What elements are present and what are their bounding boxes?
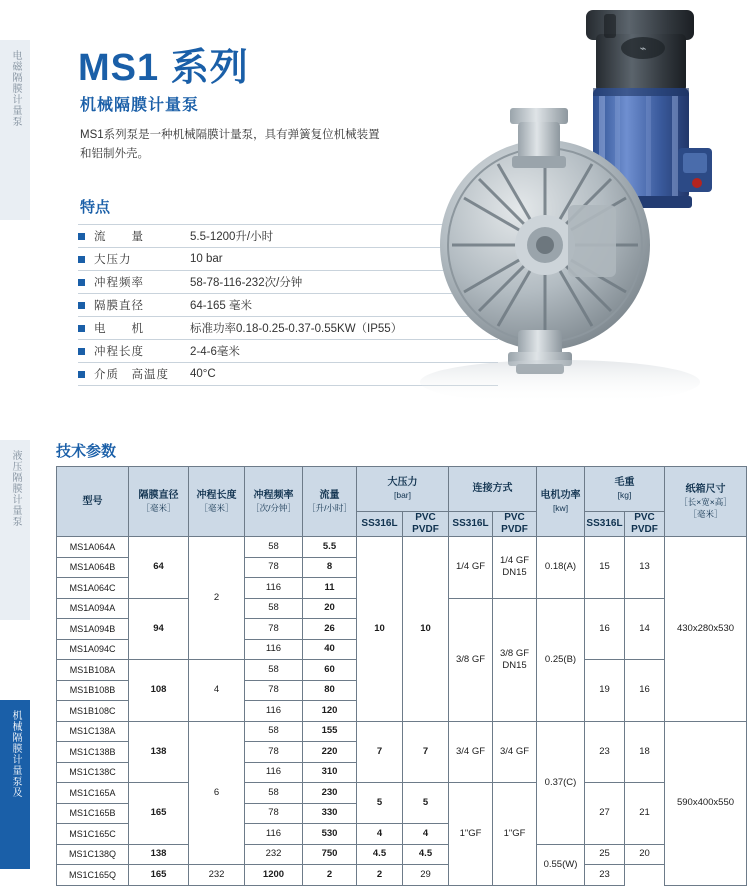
cell-diaphragm: 108 [129, 660, 189, 722]
cell-diaphragm: 138 [129, 844, 189, 865]
cell-weight-pvc: 21 [625, 783, 665, 845]
square-bullet-icon [78, 302, 85, 309]
feature-value: 5.5-1200升/小时 [190, 231, 274, 243]
product-description: MS1系列泵是一种机械隔膜计量泵，具有弹簧复位机械装置和铝制外壳。 [80, 129, 380, 160]
cell-flow: 26 [303, 619, 357, 640]
sidebar-item-electromagnetic[interactable] [0, 40, 30, 220]
feature-label: 隔膜直径 [94, 300, 144, 312]
cell-model: MS1C165A [57, 783, 129, 804]
cell-pressure-ss: 2 [303, 865, 357, 886]
cell-flow: 11 [303, 578, 357, 599]
cell-weight-ss: 23 [585, 721, 625, 783]
cell-model: MS1C165Q [57, 865, 129, 886]
cell-model: MS1C138Q [57, 844, 129, 865]
cell-weight-ss: 16 [585, 598, 625, 660]
cell-connection-pvc: 1/4 GF DN15 [493, 537, 537, 599]
th-weight-pvcpvdf: PVC PVDF [625, 512, 665, 537]
cell-connection-pvc: 3/8 GF DN15 [493, 598, 537, 721]
cell-pressure-pvc: 7 [403, 721, 449, 783]
cell-stroke-length: 6 [189, 721, 245, 865]
cell-weight-pvc: 16 [625, 660, 665, 722]
square-bullet-icon [78, 348, 85, 355]
cell-model: MS1A064B [57, 557, 129, 578]
cell-frequency: 78 [245, 619, 303, 640]
cell-model: MS1A064C [57, 578, 129, 599]
sidebar-item-mechanical[interactable] [0, 700, 30, 869]
feature-label: 介质 高温度 [94, 369, 169, 381]
cell-diaphragm: 138 [129, 721, 189, 783]
cell-frequency: 116 [245, 824, 303, 845]
sidebar-item-label: 电磁隔膜计量泵 [10, 50, 21, 127]
feature-label: 流 量 [94, 231, 144, 243]
page-subtitle: 机械隔膜计量泵 [80, 97, 200, 114]
cell-model: MS1C138A [57, 721, 129, 742]
th-carton-size: 纸箱尺寸 ［长×宽×高］ ［毫米］ [665, 467, 747, 537]
table-row [57, 844, 747, 865]
cell-model: MS1A094B [57, 619, 129, 640]
cell-weight-ss: 29 [403, 865, 449, 886]
cell-flow: 310 [303, 762, 357, 783]
square-bullet-icon [78, 279, 85, 286]
square-bullet-icon [78, 371, 85, 378]
cell-stroke-length: 2 [189, 537, 245, 660]
square-bullet-icon [78, 256, 85, 263]
cell-model: MS1C138B [57, 742, 129, 763]
cell-frequency: 116 [245, 701, 303, 722]
feature-value: 10 bar [190, 253, 223, 265]
cell-flow: 1200 [245, 865, 303, 886]
th-motor-power: 电机功率 [kw] [537, 467, 585, 537]
cell-frequency: 232 [189, 865, 245, 886]
cell-weight-pvc: 18 [625, 721, 665, 783]
cell-frequency: 58 [245, 537, 303, 558]
square-bullet-icon [78, 233, 85, 240]
cell-frequency: 78 [245, 742, 303, 763]
cell-frequency: 116 [245, 578, 303, 599]
feature-value: 64-165 毫米 [190, 300, 253, 312]
th-model: 型号 [57, 467, 129, 537]
cell-flow: 8 [303, 557, 357, 578]
feature-label: 大压力 [94, 254, 132, 266]
cell-frequency: 116 [245, 762, 303, 783]
table-row [57, 783, 747, 804]
table-row [57, 721, 747, 742]
cell-frequency: 58 [245, 721, 303, 742]
cell-weight-ss: 15 [585, 537, 625, 599]
cell-frequency: 116 [245, 639, 303, 660]
table-row [57, 865, 747, 886]
svg-text:⌁: ⌁ [639, 42, 647, 55]
cell-flow: 80 [303, 680, 357, 701]
th-pressure-pvcpvdf: PVC PVDF [403, 512, 449, 537]
cell-motor: 0.25(B) [537, 598, 585, 721]
cell-model: MS1B108A [57, 660, 129, 681]
th-weight: 毛重 [kg] [585, 467, 665, 512]
th-pressure: 大压力 [bar] [357, 467, 449, 512]
cell-diaphragm: 165 [129, 783, 189, 845]
sidebar-item-label: 液压隔膜计量泵 [10, 450, 21, 527]
cell-model: MS1C138C [57, 762, 129, 783]
cell-frequency: 58 [245, 598, 303, 619]
cell-flow: 230 [303, 783, 357, 804]
cell-flow: 20 [303, 598, 357, 619]
cell-flow: 330 [303, 803, 357, 824]
th-stroke-frequency: 冲程频率 ［次/分钟］ [245, 467, 303, 537]
cell-flow: 120 [303, 701, 357, 722]
square-bullet-icon [78, 325, 85, 332]
sidebar-item-label: 机械隔膜计量泵及 [10, 710, 21, 798]
th-pressure-ss316l: SS316L [357, 512, 403, 537]
cell-motor: 0.55(W) [537, 844, 585, 885]
tech-params-heading: 技术参数 [56, 443, 117, 460]
tech-params-table [56, 466, 747, 886]
th-connection-ss316l: SS316L [449, 512, 493, 537]
cell-frequency: 78 [245, 557, 303, 578]
feature-label: 冲程频率 [94, 277, 144, 289]
sidebar-item-hydraulic[interactable] [0, 440, 30, 620]
cell-pressure-pvc: 4 [403, 824, 449, 845]
cell-weight-pvc: 13 [625, 537, 665, 599]
cell-frequency: 78 [245, 680, 303, 701]
cell-model: MS1A064A [57, 537, 129, 558]
cell-connection-pvc: 3/4 GF [493, 721, 537, 783]
cell-pressure-ss: 4 [357, 824, 403, 845]
th-diaphragm: 隔膜直径 ［毫米］ [129, 467, 189, 537]
features-heading: 特点 [80, 199, 111, 216]
feature-value: 40°C [190, 368, 216, 380]
cell-pressure-ss: 7 [357, 721, 403, 783]
cell-connection-ss: 3/8 GF [449, 598, 493, 721]
cell-frequency: 58 [245, 660, 303, 681]
cell-model: MS1A094C [57, 639, 129, 660]
cell-pressure-pvc: 10 [403, 537, 449, 722]
feature-label: 电 机 [94, 323, 144, 335]
th-connection-pvcpvdf: PVC PVDF [493, 512, 537, 537]
feature-label: 冲程长度 [94, 346, 144, 358]
cell-diaphragm: 64 [129, 537, 189, 599]
cell-weight-ss: 19 [585, 660, 625, 722]
cell-frequency: 78 [245, 803, 303, 824]
cell-diaphragm: 165 [129, 865, 189, 886]
cell-model: MS1B108C [57, 701, 129, 722]
feature-value: 58-78-116-232次/分钟 [190, 277, 303, 289]
cell-pressure-pvc: 2 [357, 865, 403, 886]
cell-frequency: 58 [245, 783, 303, 804]
cell-pressure-ss: 10 [357, 537, 403, 722]
cell-connection-ss: 1"GF [449, 783, 493, 886]
side-tab-rail [0, 0, 30, 869]
cell-pressure-pvc: 4.5 [403, 844, 449, 865]
cell-flow: 220 [303, 742, 357, 763]
cell-weight-pvc: 14 [625, 598, 665, 660]
cell-model: MS1C165B [57, 803, 129, 824]
cell-model: MS1C165C [57, 824, 129, 845]
cell-weight-pvc: 20 [625, 844, 665, 865]
cell-stroke-length: 4 [189, 660, 245, 722]
feature-value: 2-4-6毫米 [190, 346, 240, 358]
cell-pressure-pvc: 5 [403, 783, 449, 824]
cell-diaphragm: 94 [129, 598, 189, 660]
cell-flow: 530 [303, 824, 357, 845]
cell-flow: 750 [303, 844, 357, 865]
cell-weight-ss: 25 [585, 844, 625, 865]
product-photo [400, 0, 750, 420]
cell-flow: 60 [303, 660, 357, 681]
cell-model: MS1A094A [57, 598, 129, 619]
cell-connection-ss: 1/4 GF [449, 537, 493, 599]
cell-flow: 5.5 [303, 537, 357, 558]
cell-carton: 430x280x530 [665, 537, 747, 722]
th-weight-ss316l: SS316L [585, 512, 625, 537]
cell-connection-ss: 3/4 GF [449, 721, 493, 783]
page-title: MS1 系列 [78, 47, 249, 89]
feature-value: 标准功率0.18-0.25-0.37-0.55KW（IP55） [190, 323, 403, 335]
cell-frequency: 232 [245, 844, 303, 865]
table-row [57, 537, 747, 558]
cell-weight-ss: 27 [585, 783, 625, 845]
cell-flow: 40 [303, 639, 357, 660]
th-flow: 流量 ［升/小时］ [303, 467, 357, 537]
cell-motor: 0.18(A) [537, 537, 585, 599]
cell-carton: 590x400x550 [665, 721, 747, 885]
cell-model: MS1B108B [57, 680, 129, 701]
cell-motor: 0.37(C) [537, 721, 585, 844]
cell-pressure-ss: 4.5 [357, 844, 403, 865]
th-stroke-length: 冲程长度 ［毫米］ [189, 467, 245, 537]
cell-pressure-ss: 5 [357, 783, 403, 824]
cell-weight-pvc: 23 [585, 865, 625, 886]
cell-connection-pvc: 1"GF [493, 783, 537, 886]
th-connection: 连接方式 [449, 467, 537, 512]
cell-flow: 155 [303, 721, 357, 742]
